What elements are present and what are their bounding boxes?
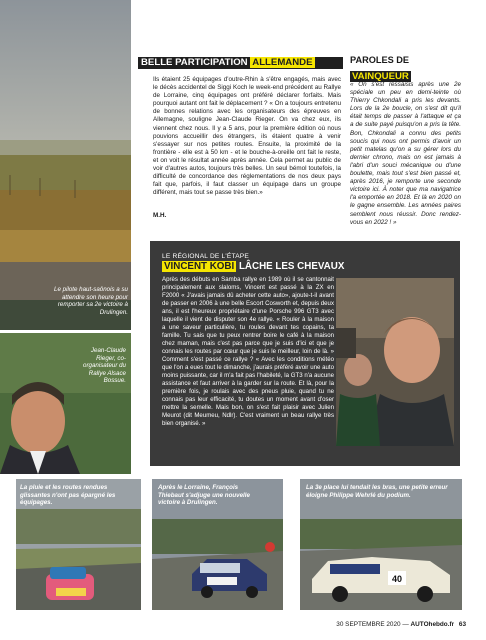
main-title-highlight: ALLEMANDE [252, 57, 313, 68]
side-title-highlight: VAINQUEUR [352, 71, 409, 82]
main-title-plain: BELLE PARTICIPATION [141, 57, 251, 68]
landscape-photo [0, 0, 131, 330]
page-number: 63 [458, 621, 466, 628]
side-article-title [350, 55, 442, 84]
footer-site: AUTOhebdo.fr [410, 621, 455, 628]
kobi-title-highlight: VINCENT KOBI [164, 261, 235, 272]
kobi-photo [336, 278, 454, 446]
main-article-title [138, 57, 343, 69]
caption-rain: La pluie et les routes rendues glissantes n'ont pas épargné les équipages. [20, 484, 116, 507]
main-article-body: Ils étaient 25 équipages d'outre-Rhin à s'être engagés, mais avec le décès accidentel de Siggi Koch le week-end précédent au Rallye de Lorraine, cinq équipages ont préféré déclarer forfaits. Mais pourquoi autant ont fait le déplacement ? « On a toujours entretenu de bonnes relations avec les organisateurs des épreuves en Allemagne, souligne Jean-Claude Rieger. On va chez eux, ils viennent chez nous. Il y a 5 ans, pour la première édition où nous pouvions accueillir des étrangers, ils étaient quatre à venir s'essayer sur nos petites routes. Ensuite, la proximité de la frontière - elle est à 50 km - et le bouche-à-oreille ont fait le reste, et on voit le résultat année après année. Cela permet au public de voir d'autres autos, toujours très belles. Un seul bémol toutefois, la difficulté de concordance des réglementations de nos deux pays fait que, parfois, il faut classer un équipage dans un groupe différent, mais tout se passe très bien.» [153, 76, 341, 197]
kobi-body: Après des débuts en Samba rallye en 1989 où il se cantonnait principalement aux slaloms, Vincent est passé à la ZX en F2000 « J'avais jamais dû acheter cette auto», ajoute-t-il avant de passer en 2006 à une belle Escort Cosworth et, depuis deux ans, il est l'heureux propriétaire d'une Porsche 996 GT3 avec laquelle il vient de disputer son 4e rallye. « Rouler à la maison a une saveur particulière, tu roules devant tes copains, ta famille. Tu sais que tu peux rentrer boire le café à la maison chez maman, mais c'est pas parce que je suis d'ici et que je connais les routes par cœur que je suis le meilleur, loin de là. » Comment s'est passé ce rallye ? « Avec les conditions météo que l'on a eues tout le dimanche, j'aurais préféré avoir une auto moins puissante, car il m'a fait pas l'habileté, la GT3 n'a aucune assistance et faut arriver à la garder sur la route. Et là, pour la première fois, je roulais avec des pneus pluie, quand tu ne connais pas leur efficacité, tu doutes un moment avant d'oser mettre la semelle. Mais bon, on s'est fait plaisir avec Julien Meurot (dit Meumeu, Ndlr). C'est vraiment un beau rallye très bien organisé. » [162, 276, 334, 427]
caption-rieger: Jean-Claude Rieger, co-organisateur du Rallye Alsace Bossue. [83, 347, 126, 385]
footer-separator: — [402, 621, 409, 628]
kobi-title [162, 261, 344, 273]
caption-wehrle: La 3e place lui tendait les bras, une petite erreur éloigne Philippe Wehrlé du podium. [306, 484, 448, 499]
page-footer [336, 621, 466, 629]
side-title-plain: PAROLES DE [350, 55, 410, 65]
caption-thiebaut: Après le Lorraine, François Thiebaut s'adjuge une nouvelle victoire à Drulingen. [158, 484, 250, 507]
main-article-author: M.H. [153, 212, 167, 219]
kobi-title-plain: LÂCHE LES CHEVAUX [236, 261, 345, 272]
caption-pilot: Le pilote haut-saônois a su attendre son heure pour remporter sa 2e victoire à Drulingen. [54, 286, 128, 316]
kobi-kicker: LE RÉGIONAL DE L'ÉTAPE [162, 253, 250, 260]
side-article-body: « On s'est ressaisis après une 2e spéciale un peu en demi-teinte où Thierry Chkondali a pris les devants. Lors de la 2e boucle, on s'est dit qu'il était temps de passer à l'attaque et ça a de suite payé puisqu'on a pris la tête. Bon, Chkondali a connu des petits soucis qui nous ont permis d'avoir un petit matelas qu'on a su gérer lors du dernier chrono, mais on est jamais à l'abri d'un souci mécanique ou d'une boulette, mais tout s'est bien passé et, après 2016, je remporte une seconde victoire ici. À noter que ma navigatrice l'a emportée en 2018. Et là en 2020 on le gagne ensemble. Les années paires semblent nous réussir. Donc rendez-vous en 2022 ! » [350, 81, 461, 226]
footer-date: 30 SEPTEMBRE 2020 [336, 621, 401, 628]
svg-text:40: 40 [392, 574, 403, 584]
